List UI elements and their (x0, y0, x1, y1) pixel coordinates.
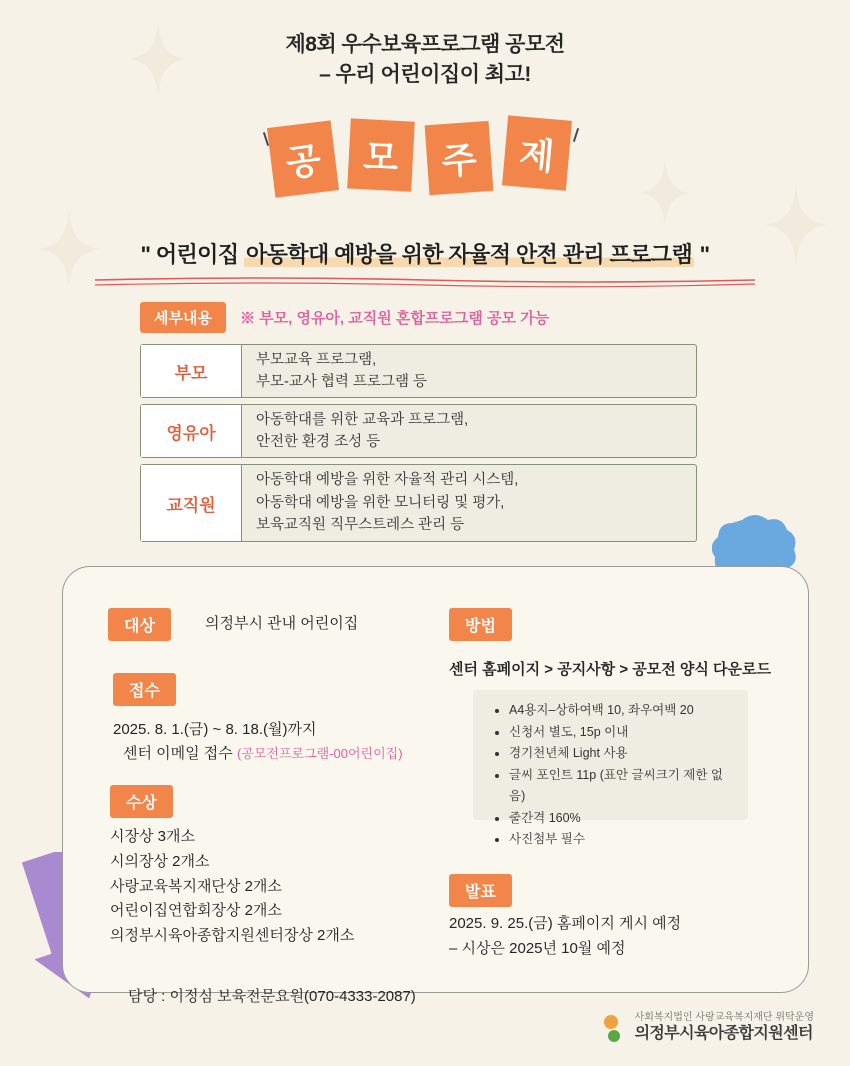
category-line: 보육교직원 직무스트레스 관리 등 (256, 517, 465, 534)
category-body (242, 465, 532, 541)
category-box-parent (140, 344, 697, 398)
quote-open: " (140, 242, 151, 267)
apply-email (123, 742, 403, 767)
contact-line: 담당 : 이정심 보육전문요원(070-4333-2087) (128, 988, 416, 1005)
category-box-infant (140, 404, 697, 458)
category-line: 안전한 환경 조성 등 (256, 434, 381, 450)
poster-header (0, 30, 850, 91)
main-topic-quote (0, 238, 850, 269)
award-item: 시의장상 2개소 (110, 852, 210, 870)
spec-item: • 사진첨부 필수 (509, 829, 734, 851)
category-label: 영유아 (141, 405, 242, 457)
category-label: 교직원 (141, 465, 242, 541)
detail-row (140, 302, 549, 333)
center-logo-icon (581, 1008, 627, 1048)
method-spec-list (499, 700, 734, 851)
spec-item: • 글씨 포인트 11p (표안 글씨크기 제한 없음) (509, 765, 734, 808)
method-path: 센터 홈페이지 > 공지사항 > 공모전 양식 다운로드 (449, 661, 772, 678)
target-text: 의정부시 관내 어린이집 (205, 615, 359, 632)
footer-subtitle: 사회복지법인 사랑교육복지재단 위탁운영 (634, 1012, 814, 1024)
header-line-1: 제8회 우수보육프로그램 공모전 (285, 33, 565, 56)
spec-item: • A4용지–상하여백 10, 좌우여백 20 (509, 700, 734, 722)
announce-line: – 시상은 2025년 10월 예정 (449, 939, 626, 957)
category-line: 부모-교사 협력 프로그램 등 (256, 374, 427, 390)
category-line: 아동학대를 위한 교육과 프로그램, (256, 411, 469, 428)
category-line: 아동학대 예방을 위한 모니터링 및 평가, (256, 494, 505, 511)
apply-email-label: 센터 이메일 접수 (123, 745, 233, 762)
tick-mark-right (573, 128, 579, 142)
award-item: 어린이집연합회장상 2개소 (110, 902, 282, 920)
detail-tag: 세부내용 (140, 302, 226, 333)
category-body (242, 405, 482, 457)
spec-item: • 경기천년체 Light 사용 (509, 743, 734, 765)
announce-line: 2025. 9. 25.(금) 홈페이지 게시 예정 (449, 915, 682, 932)
award-item: 사랑교육복지재단상 2개소 (110, 877, 282, 895)
category-box-staff (140, 464, 697, 542)
apply-email-note: (공모전프로그램-00어린이집) (236, 746, 403, 761)
topic-char-1: 공 (267, 120, 339, 197)
quote-underline (95, 275, 755, 289)
target-tag: 대상 (108, 608, 171, 641)
award-tag: 수상 (110, 785, 173, 818)
announce-text (449, 912, 681, 962)
apply-date: 2025. 8. 1.(금) ~ 8. 18.(월)까지 (113, 721, 317, 738)
topic-char-3: 주 (425, 121, 494, 195)
award-list (110, 825, 354, 949)
spec-item: • 줄간격 160% (509, 808, 734, 830)
detail-note: ※ 부모, 영유아, 교직원 혼합프로그램 공모 가능 (239, 310, 550, 327)
award-item: 시장상 3개소 (110, 828, 195, 845)
spec-item: • 신청서 별도, 15p 이내 (509, 722, 734, 744)
sparkle-icon (640, 160, 690, 226)
apply-tag: 접수 (113, 673, 176, 706)
category-line: 아동학대 예방을 위한 자율적 관리 시스템, (256, 472, 519, 489)
footer-logo (581, 1008, 814, 1048)
topic-char-4: 제 (502, 115, 572, 190)
category-label: 부모 (141, 345, 242, 397)
header-line-2: – 우리 어린이집이 최고! (319, 63, 531, 87)
category-body (242, 345, 441, 397)
quote-prefix: 어린이집 (155, 242, 239, 267)
quote-highlight: 아동학대 예방을 위한 자율적 안전 관리 프로그램 (246, 242, 693, 267)
topic-badge (265, 118, 585, 196)
method-spec-box (473, 690, 748, 846)
category-line: 부모교육 프로그램, (256, 351, 377, 368)
quote-close: " (699, 242, 710, 267)
method-tag: 방법 (449, 608, 512, 641)
topic-char-2: 모 (347, 118, 415, 191)
announce-tag: 발표 (449, 874, 512, 907)
award-item: 의정부시육아종합지원센터장상 2개소 (110, 927, 355, 944)
footer-name: 의정부시육아종합지원센터 (634, 1025, 813, 1043)
